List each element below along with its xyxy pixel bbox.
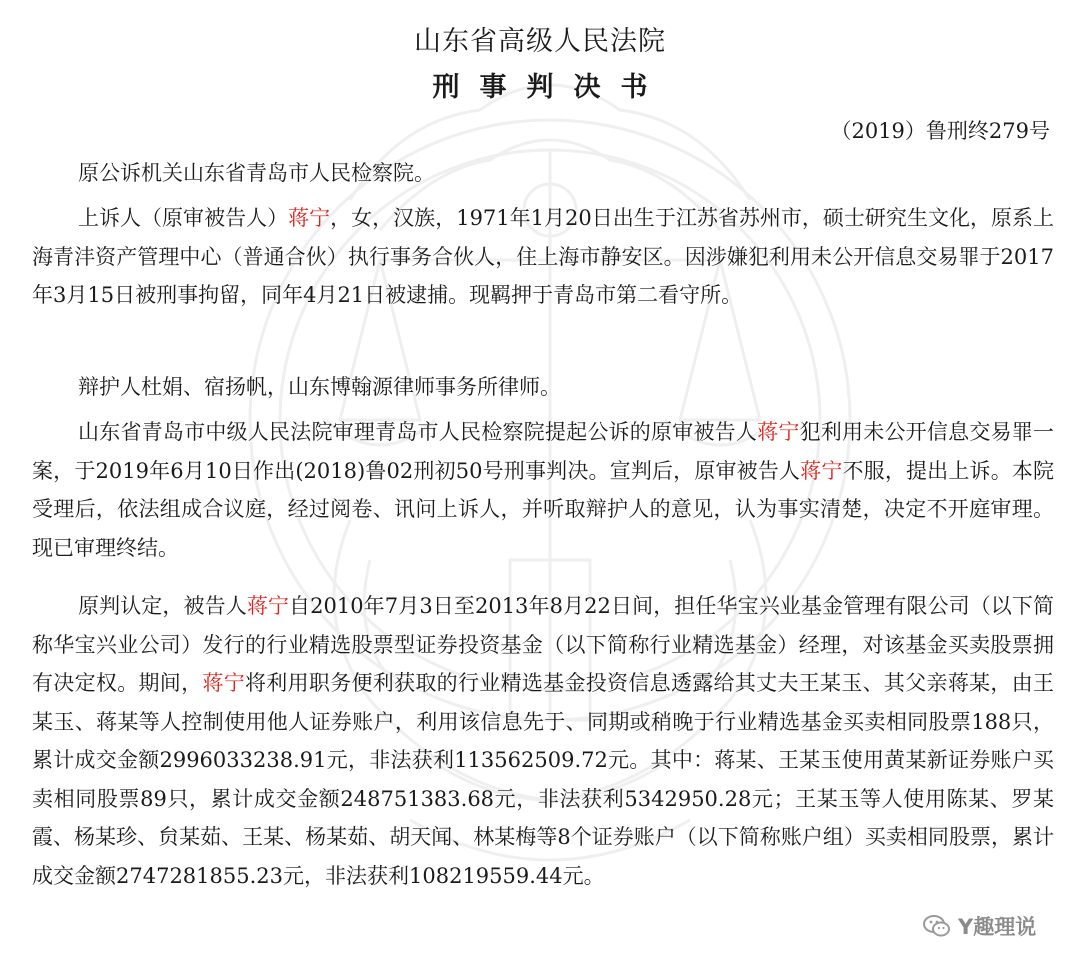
account-name: Y趣理说 <box>958 915 1037 939</box>
paragraph-text: 自2010年7月3日至2013年8月22日间，担任华宝兴业基金管理有限公司（以下简称华宝兴业公司）发行的行业精选股票型证券投资基金（以下简称行业精选基金）经理，对该基金买卖股票拥有决定权。期间， <box>32 594 1055 695</box>
court-name: 山东省高级人民法院 <box>414 26 666 57</box>
paragraph-appellant <box>32 199 1054 315</box>
account-watermark <box>922 908 1036 944</box>
paragraph-text: 将利用职务便利获取的行业精选基金投资信息透露给其丈夫王某玉、其父亲蒋某，由王某玉、蒋某等人控制使用他人证券账户，利用该信息先于、同期或稍晚于行业精选基金买卖相同股票188只，累计成交金额2996033238.91元，非法获利113562509.72元。其中：蒋某、王某玉使用黄某新证券账户买卖相同股票89只，累计成交金额248751383.68元，非法获利5342950.28元；王某玉等人使用陈某、罗某霞、杨某珍、贠某茹、王某、杨某茹、胡天闻、林某梅等8个证券账户（以下简称账户组）买卖相同股票，累计成交金额2747281855.23元，非法获利108219559.44元。 <box>32 671 1055 888</box>
document-title: 刑事判决书 <box>432 72 668 103</box>
defendant-name: 蒋宁 <box>288 206 331 230</box>
paragraph-text: 不服，提出上诉。本院受理后，依法组成合议庭，经过阅卷、讯问上诉人，并听取辩护人的意见，认为事实清楚，决定不开庭审理。现已审理终结。 <box>32 458 1055 560</box>
wechat-icon <box>922 911 952 941</box>
defendant-name: 蒋宁 <box>202 671 245 695</box>
defendant-name: 蒋宁 <box>246 594 290 618</box>
case-number: （2019）鲁刑终279号 <box>830 119 1050 143</box>
paragraph-text: 犯利用未公开信息交易罪一案，于2019年6月10日作出(2018)鲁02刑初50号刑事判决。宣判后，原审被告人 <box>32 420 1055 483</box>
paragraph-defense: 辩护人杜娟、宿扬帆，山东博翰源律师事务所律师。 <box>78 375 561 399</box>
defendant-name: 蒋宁 <box>757 420 800 444</box>
paragraph-text: 原判认定，被告人 <box>78 594 247 618</box>
paragraph-text: 山东省青岛市中级人民法院审理青岛市人民检察院提起公诉的原审被告人 <box>78 420 758 444</box>
paragraph-findings <box>32 587 1054 895</box>
defendant-name: 蒋宁 <box>800 458 843 483</box>
paragraph-text: 上诉人（原审被告人） <box>78 206 289 230</box>
paragraph-procedure <box>32 413 1054 567</box>
paragraph-text: ，女，汉族，1971年1月20日出生于江苏省苏州市，硕士研究生文化，原系上海青沣资产管理中心（普通合伙）执行事务合伙人，住上海市静安区。因涉嫌犯利用未公开信息交易罪于2017年3月15日被刑事拘留，同年4月21日被逮捕。现羁押于青岛市第二看守所。 <box>32 206 1055 307</box>
paragraph-prosecutor: 原公诉机关山东省青岛市人民检察院。 <box>78 161 435 185</box>
